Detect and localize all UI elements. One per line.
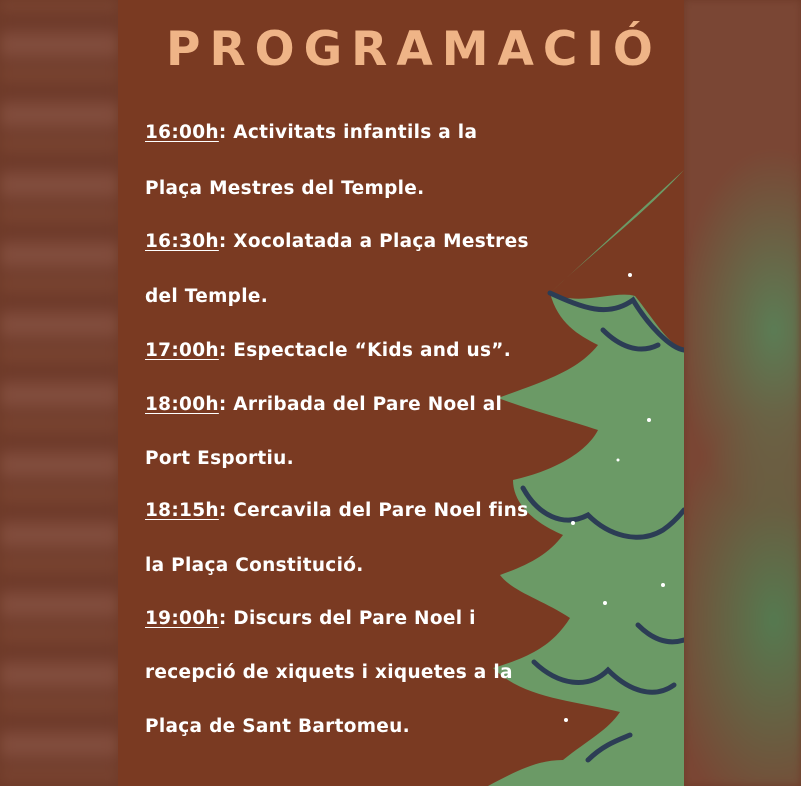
event-line — [145, 122, 477, 143]
event-text: : Espectacle “Kids and us”. — [218, 340, 512, 361]
event-line: Port Esportiu. — [145, 448, 294, 469]
event-time: 19:00h — [145, 608, 219, 629]
event-text: : Cercavila del Pare Noel fins — [218, 500, 529, 521]
event-time: 18:00h — [145, 394, 219, 415]
event-line — [145, 608, 476, 629]
event-time: 18:15h — [145, 500, 219, 521]
event-time: 16:30h — [145, 231, 219, 252]
event-text: : Xocolatada a Plaça Mestres — [218, 231, 529, 252]
event-line — [145, 340, 511, 361]
event-text: : Arribada del Pare Noel al — [218, 394, 503, 415]
event-line — [145, 231, 529, 252]
event-line: Plaça Mestres del Temple. — [145, 178, 425, 199]
event-text: : Activitats infantils a la — [218, 122, 478, 143]
event-line: la Plaça Constitució. — [145, 555, 364, 576]
event-time: 17:00h — [145, 340, 219, 361]
page-title: PROGRAMACIÓ — [166, 22, 662, 77]
poster — [118, 0, 684, 786]
event-line: del Temple. — [145, 286, 269, 307]
event-line — [145, 500, 528, 521]
event-text: : Discurs del Pare Noel i — [218, 608, 476, 629]
event-line: recepció de xiquets i xiquetes a la — [145, 662, 513, 683]
event-line — [145, 394, 502, 415]
blurred-background-left — [0, 0, 118, 786]
blurred-background-right — [684, 0, 801, 786]
event-line: Plaça de Sant Bartomeu. — [145, 716, 410, 737]
event-time: 16:00h — [145, 122, 219, 143]
